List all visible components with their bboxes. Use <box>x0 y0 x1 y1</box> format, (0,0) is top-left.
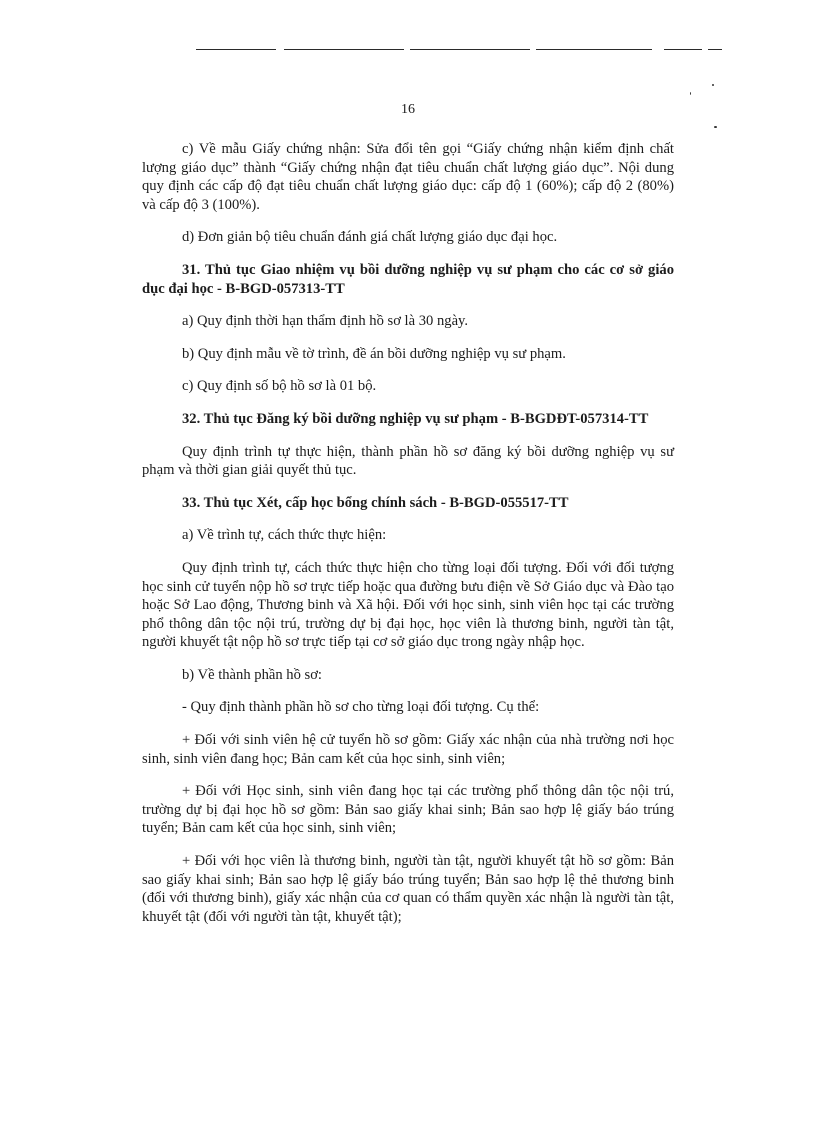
page-number: 16 <box>401 102 415 117</box>
paragraph-31-c: c) Quy định số bộ hồ sơ là 01 bộ. <box>182 378 377 395</box>
paragraph-section-d-standards: d) Đơn giản bộ tiêu chuẩn đánh giá chất lượng giáo dục đại học. <box>182 229 558 246</box>
scan-speck <box>690 92 691 95</box>
heading-procedure-32: 32. Thủ tục Đăng ký bồi dưỡng nghiệp vụ sư phạm - B-BGDĐT-057314-TT <box>182 410 649 427</box>
paragraph-32-body: Quy định trình tự thực hiện, thành phần hồ sơ đăng ký bồi dưỡng nghiệp vụ sư phạm và thời gian giải quyết thủ tục. <box>142 443 674 479</box>
scan-line-segment <box>196 49 276 50</box>
scan-speck <box>714 126 717 128</box>
paragraph-33-b-item-1: + Đối với sinh viên hệ cử tuyển hồ sơ gồm: Giấy xác nhận của nhà trường nơi học sinh, sinh viên đang học; Bản cam kết của học sinh, sinh viên; <box>142 732 674 767</box>
scan-line-segment <box>410 49 530 50</box>
scan-line-segment <box>708 49 722 50</box>
heading-procedure-33: 33. Thủ tục Xét, cấp học bổng chính sách - B-BGD-055517-TT <box>182 494 569 511</box>
scan-speck <box>712 84 714 86</box>
paragraph-33-a-body: Quy định trình tự, cách thức thực hiện cho từng loại đối tượng. Đối với đối tượng học sinh cử tuyển nộp hồ sơ trực tiếp hoặc qua đường bưu điện về Sở Giáo dục và Đào tạo hoặc Sở Lao động, Thương binh và Xã hội. Đối với học sinh, sinh viên học tại các trường phổ thông dân tộc nội trú, trường dự bị đại học, học viên là thương binh, người tàn tật, người khuyết tật nộp hồ sơ trực tiếp tại cơ sở giáo dục trong ngày nhập học. <box>142 559 674 651</box>
paragraph-33-b: b) Về thành phần hồ sơ: <box>182 666 322 683</box>
document-body <box>142 140 674 940</box>
paragraph-section-c-certificate: c) Về mẫu Giấy chứng nhận: Sửa đổi tên gọi “Giấy chứng nhận kiểm định chất lượng giáo dục” thành “Giấy chứng nhận đạt tiêu chuẩn chất lượng giáo dục”. Nội dung quy định các cấp độ đạt tiêu chuẩn chất lượng giáo dục: cấp độ 1 (60%); cấp độ 2 (80%) và cấp độ 3 (100%). <box>142 141 674 213</box>
paragraph-33-b-intro: - Quy định thành phần hồ sơ cho từng loại đối tượng. Cụ thể: <box>182 699 540 716</box>
heading-procedure-31: 31. Thủ tục Giao nhiệm vụ bồi dưỡng nghiệp vụ sư phạm cho các cơ sở giáo dục đại học - B-BGD-057313-TT <box>142 261 674 297</box>
scan-line-segment <box>536 49 652 50</box>
paragraph-33-a: a) Về trình tự, cách thức thực hiện: <box>182 527 387 544</box>
paragraph-33-b-item-2: + Đối với Học sinh, sinh viên đang học tại các trường phổ thông dân tộc nội trú, trường dự bị đại học hồ sơ gồm: Bản sao giấy khai sinh; Bản sao hợp lệ giấy báo trúng tuyển; Bản cam kết của học sinh, sinh viên; <box>142 783 674 837</box>
paragraph-31-a: a) Quy định thời hạn thẩm định hồ sơ là 30 ngày. <box>182 313 469 330</box>
paragraph-31-b: b) Quy định mẫu về tờ trình, đề án bồi dưỡng nghiệp vụ sư phạm. <box>182 345 566 362</box>
paragraph-33-b-item-3: + Đối với học viên là thương binh, người tàn tật, người khuyết tật hồ sơ gồm: Bản sao giấy khai sinh; Bản sao hợp lệ giấy báo trúng tuyển; Bản sao hợp lệ thẻ thương binh (đối với thương binh), giấy xác nhận của cơ quan có thẩm quyền xác nhận là người tàn tật, khuyết tật (đối với người tàn tật, khuyết tật); <box>142 853 674 925</box>
scan-line-segment <box>284 49 404 50</box>
scan-line-segment <box>664 49 702 50</box>
